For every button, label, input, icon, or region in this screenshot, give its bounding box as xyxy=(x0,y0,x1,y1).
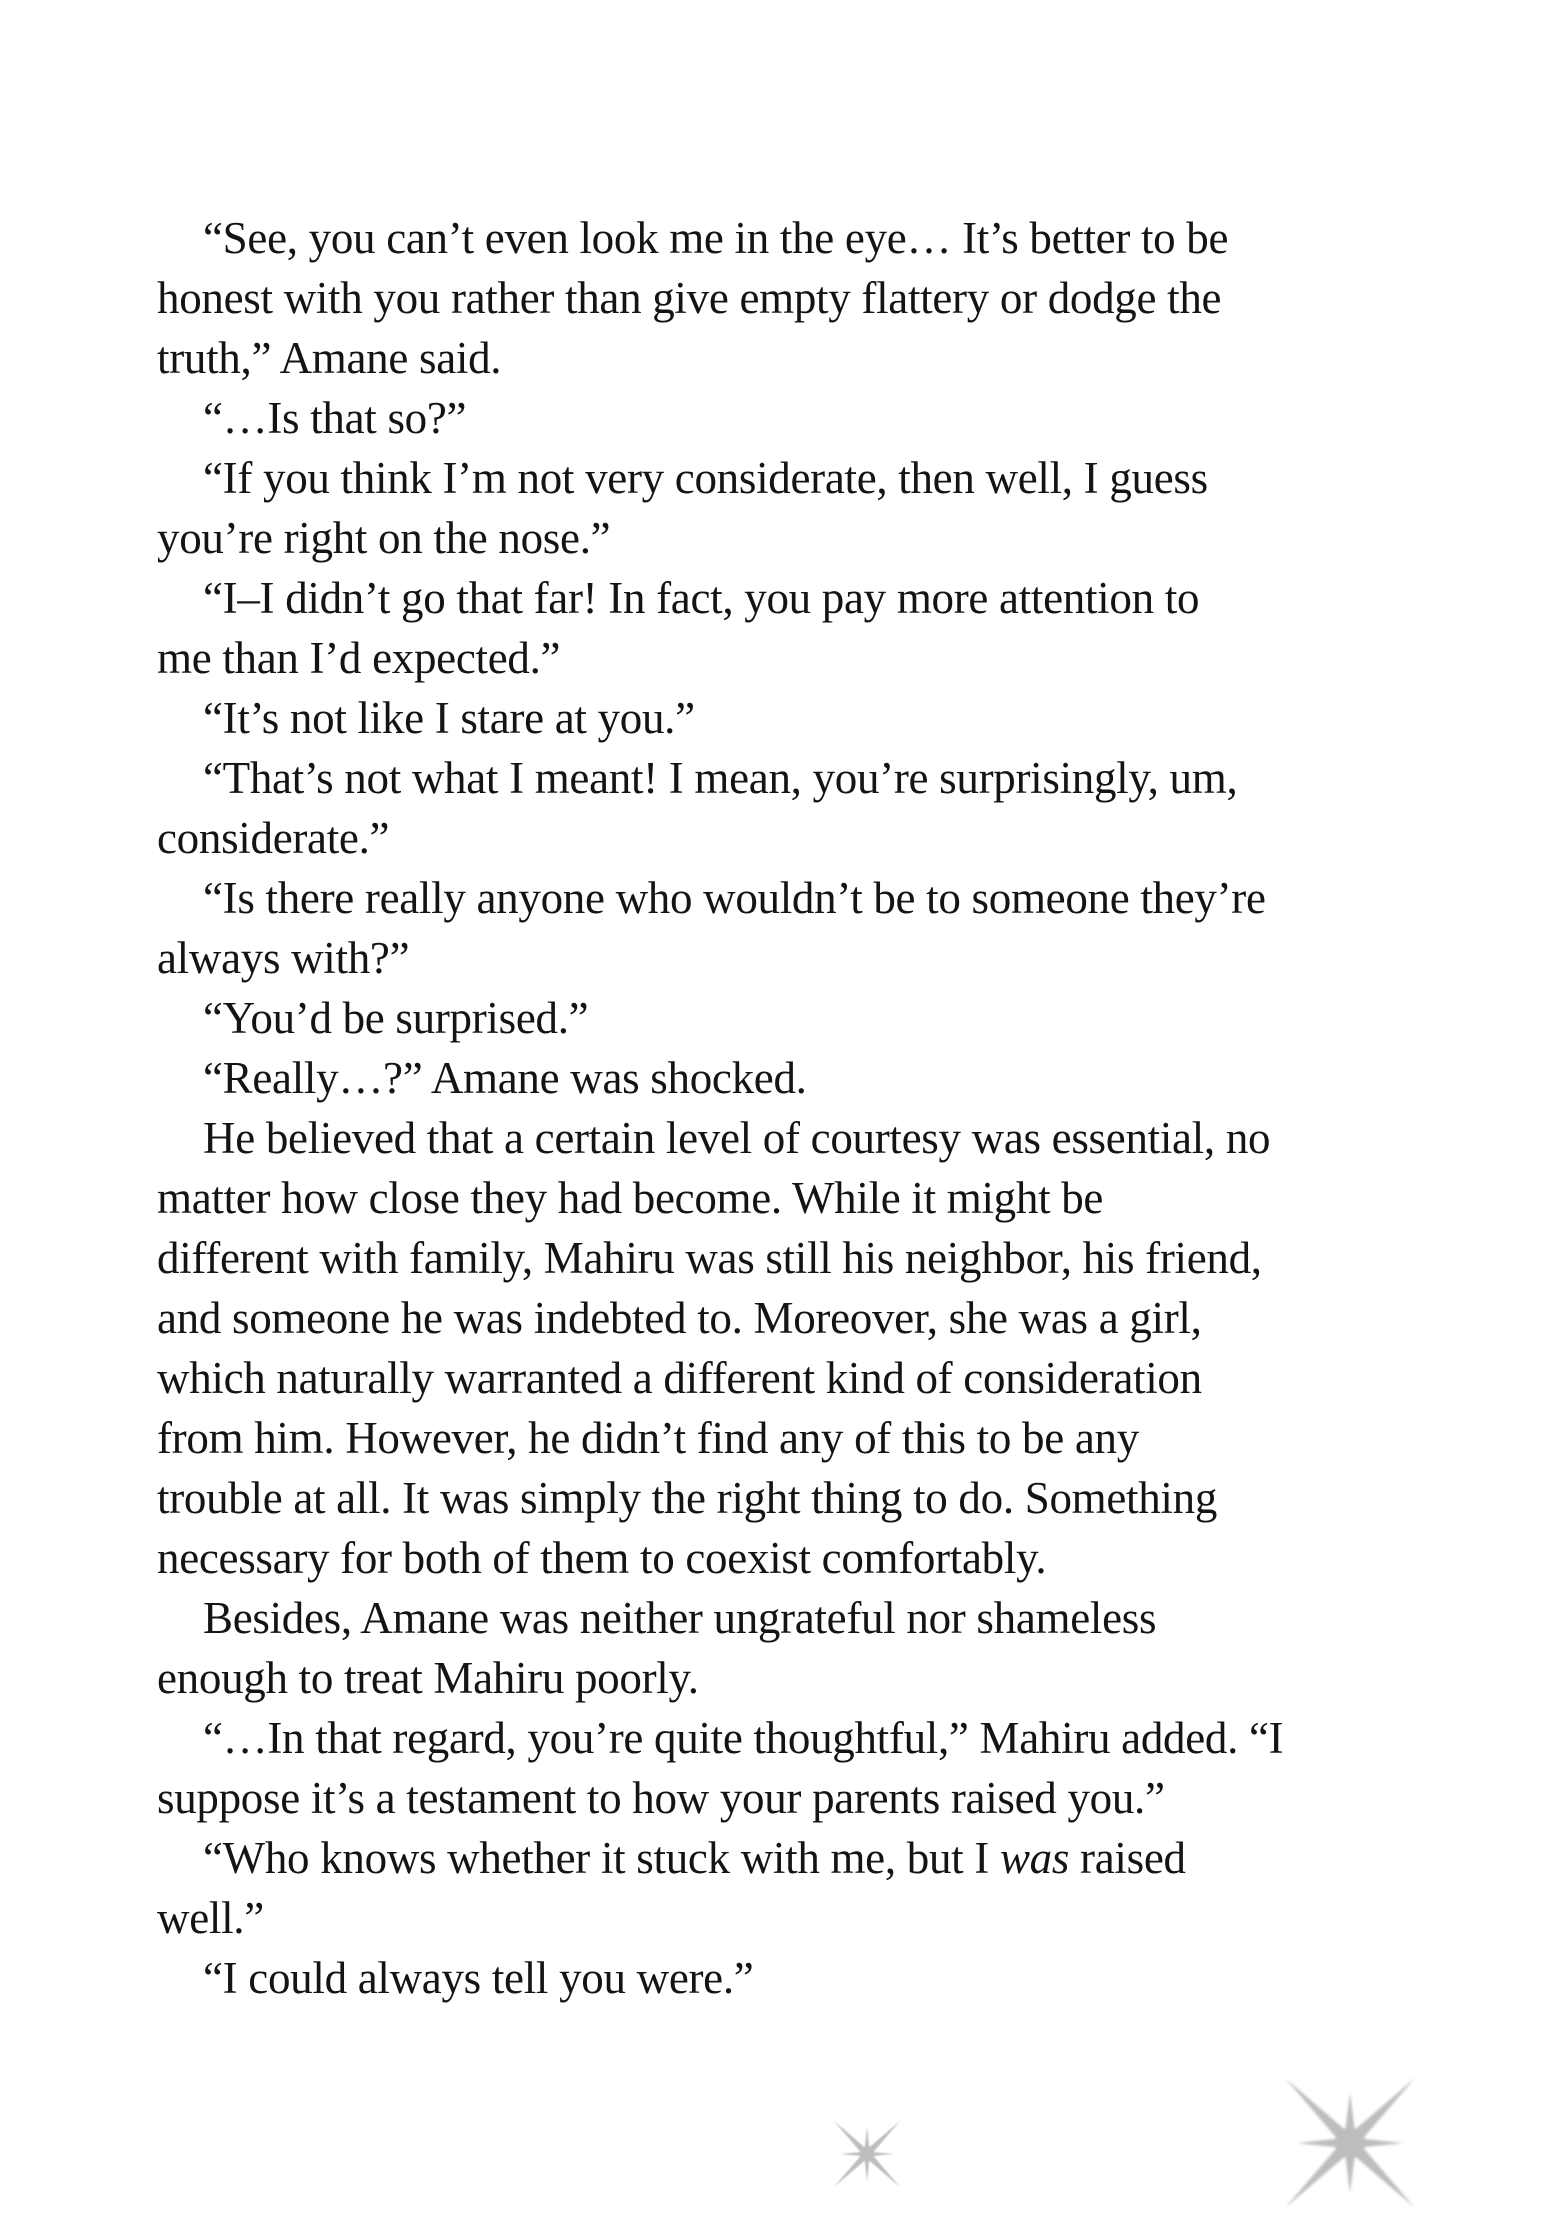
emphasis-text: was xyxy=(999,1833,1070,1883)
text-line: suppose it’s a testament to how your parents raised you.” xyxy=(157,1773,1165,1823)
text-line: “I could always tell you were.” xyxy=(203,1953,754,2003)
text-segment: raised xyxy=(1069,1833,1186,1883)
text-column xyxy=(157,208,1437,2008)
text-line: “Really…?” Amane was shocked. xyxy=(203,1053,807,1103)
sparkle-small-icon xyxy=(831,2118,903,2190)
text-line: enough to treat Mahiru poorly. xyxy=(157,1653,699,1703)
text-line: “That’s not what I meant! I mean, you’re surprisingly, um, xyxy=(203,753,1238,803)
text-line: considerate.” xyxy=(157,813,390,863)
sparkle-core xyxy=(1335,2128,1366,2159)
text-line: “…In that regard, you’re quite thoughtful,” Mahiru added. “I xyxy=(203,1713,1284,1763)
text-line: “See, you can’t even look me in the eye… It’s better to be xyxy=(203,213,1229,263)
text-line: and someone he was indebted to. Moreover, she was a girl, xyxy=(157,1293,1202,1343)
text-line: trouble at all. It was simply the right thing to do. Something xyxy=(157,1473,1218,1523)
text-line: “You’d be surprised.” xyxy=(203,993,589,1043)
text-line: honest with you rather than give empty flattery or dodge the xyxy=(157,273,1222,323)
text-line: you’re right on the nose.” xyxy=(157,513,611,563)
text-line: truth,” Amane said. xyxy=(157,333,502,383)
text-line: from him. However, he didn’t find any of this to be any xyxy=(157,1413,1139,1463)
text-line: always with?” xyxy=(157,933,410,983)
text-line: different with family, Mahiru was still his neighbor, his friend, xyxy=(157,1233,1262,1283)
text-line: “I–I didn’t go that far! In fact, you pay more attention to xyxy=(203,573,1200,623)
sparkle-core xyxy=(859,2146,874,2161)
text-line: “…Is that so?” xyxy=(203,393,467,443)
text-line: Besides, Amane was neither ungrateful nor shameless xyxy=(203,1593,1157,1643)
text-line: me than I’d expected.” xyxy=(157,633,561,683)
text-line: “It’s not like I stare at you.” xyxy=(203,693,695,743)
text-line: “If you think I’m not very considerate, then well, I guess xyxy=(203,453,1208,503)
text-segment: “Who knows whether it stuck with me, but I xyxy=(203,1833,1000,1883)
sparkle-large-icon xyxy=(1280,2073,1420,2213)
text-line: which naturally warranted a different kind of consideration xyxy=(157,1353,1202,1403)
text-line: “Is there really anyone who wouldn’t be to someone they’re xyxy=(203,873,1266,923)
text-line: necessary for both of them to coexist comfortably. xyxy=(157,1533,1047,1583)
text-line: matter how close they had become. While it might be xyxy=(157,1173,1104,1223)
text-line xyxy=(157,1828,1437,1888)
text-line: He believed that a certain level of courtesy was essential, no xyxy=(203,1113,1271,1163)
text-line: well.” xyxy=(157,1893,264,1943)
